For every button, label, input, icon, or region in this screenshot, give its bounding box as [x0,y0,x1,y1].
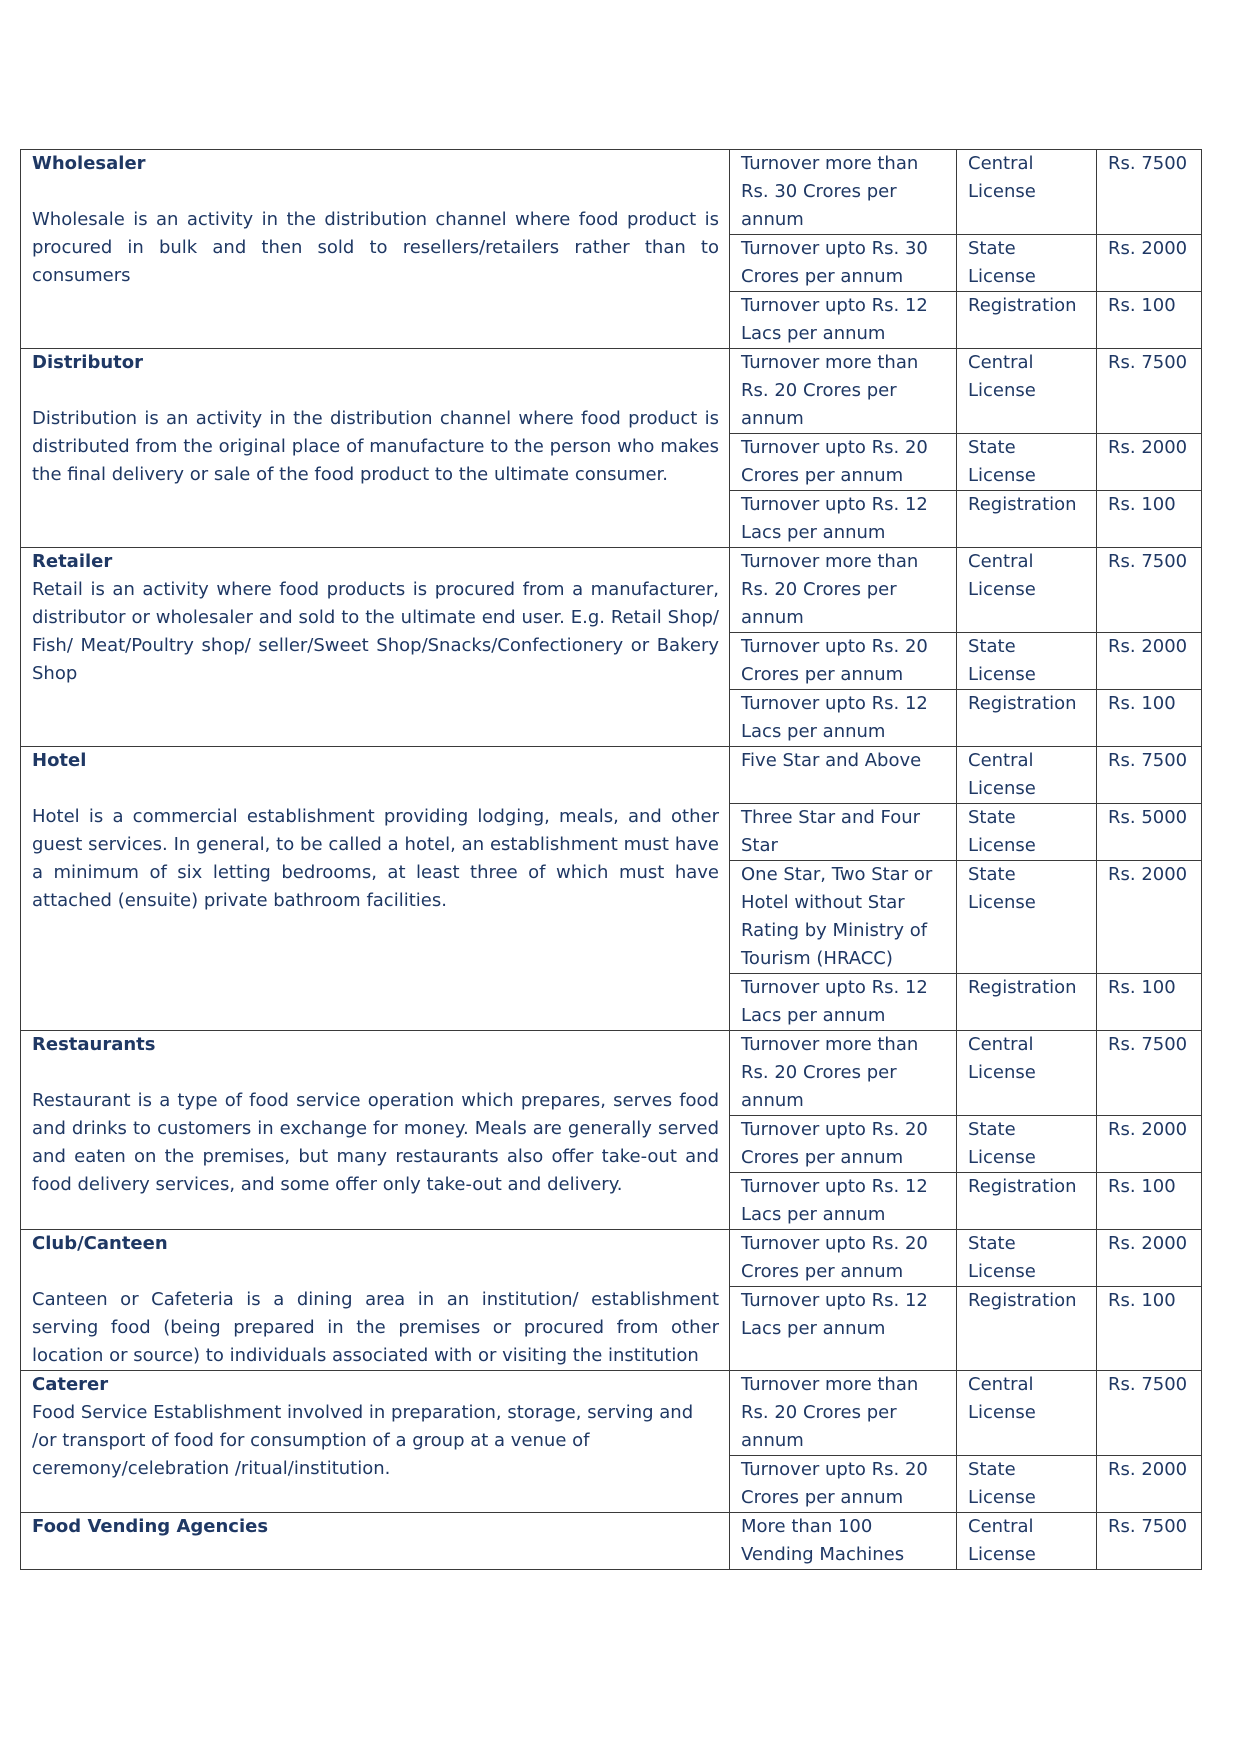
fee-cell: Rs. 7500 [1097,1031,1202,1116]
fee-cell: Rs. 100 [1097,1287,1202,1371]
category-description: Distribution is an activity in the distribution channel where food product is distributed from the original place of manufacture to the person who makes the final delivery or sale of the food product to the ultimate consumer. [32,408,719,485]
license-cell: State License [957,1230,1097,1287]
fee-cell: Rs. 2000 [1097,434,1202,491]
category-description: Food Service Establishment involved in preparation, storage, serving and /or transport of food for consumption of a group at a venue of ceremony/celebration /ritual/institution. [32,1402,694,1479]
category-title: Food Vending Agencies [32,1516,269,1537]
category-description: Restaurant is a type of food service operation which prepares, serves food and drinks to customers in exchange for money. Meals are generally served and eaten on the premises, but many restaurants also offer take-out and food delivery services, and some offer only take-out and delivery. [32,1090,719,1195]
category-cell [21,150,730,349]
license-cell: Central License [957,349,1097,434]
category-title: Club/Canteen [32,1233,168,1254]
fee-cell: Rs. 100 [1097,974,1202,1031]
license-cell: State License [957,633,1097,690]
criteria-cell: Turnover upto Rs. 12 Lacs per annum [730,491,957,548]
table-row [21,1371,1202,1456]
fee-cell: Rs. 7500 [1097,150,1202,235]
criteria-cell: Turnover upto Rs. 20 Crores per annum [730,434,957,491]
category-title: Caterer [32,1374,109,1395]
license-cell: Registration [957,1287,1097,1371]
category-title: Retailer [32,551,113,572]
category-cell [21,349,730,548]
criteria-cell: Turnover upto Rs. 30 Crores per annum [730,235,957,292]
table-row [21,1230,1202,1287]
license-cell: Central License [957,1513,1097,1570]
category-description: Retail is an activity where food products is procured from a manufacturer, distributor or wholesaler and sold to the ultimate end user. E.g. Retail Shop/ Fish/ Meat/Poultry shop/ seller/Sweet Shop/Snacks/Confectionery or Bakery Shop [32,579,719,684]
license-cell: Registration [957,1173,1097,1230]
table-row [21,1513,1202,1570]
category-title: Hotel [32,750,87,771]
license-cell: State License [957,235,1097,292]
fee-cell: Rs. 7500 [1097,747,1202,804]
fee-cell: Rs. 2000 [1097,633,1202,690]
criteria-cell: Turnover upto Rs. 20 Crores per annum [730,1456,957,1513]
fee-cell: Rs. 5000 [1097,804,1202,861]
fee-cell: Rs. 100 [1097,292,1202,349]
category-title: Wholesaler [32,153,146,174]
fee-cell: Rs. 2000 [1097,235,1202,292]
license-cell: Registration [957,690,1097,747]
license-cell: State License [957,861,1097,974]
category-title: Restaurants [32,1034,156,1055]
fee-cell: Rs. 2000 [1097,1456,1202,1513]
fee-cell: Rs. 100 [1097,690,1202,747]
license-cell: Central License [957,548,1097,633]
table-row [21,548,1202,633]
fee-cell: Rs. 2000 [1097,861,1202,974]
license-cell: Central License [957,747,1097,804]
category-cell [21,1371,730,1513]
license-cell: Registration [957,974,1097,1031]
criteria-cell: Turnover upto Rs. 20 Crores per annum [730,633,957,690]
table-row [21,747,1202,804]
criteria-cell: Turnover more than Rs. 20 Crores per annum [730,1031,957,1116]
table-row [21,1031,1202,1116]
license-cell: Registration [957,292,1097,349]
fee-cell: Rs. 100 [1097,491,1202,548]
criteria-cell: Turnover upto Rs. 12 Lacs per annum [730,292,957,349]
license-cell: Central License [957,1371,1097,1456]
license-cell: Central License [957,150,1097,235]
criteria-cell: One Star, Two Star or Hotel without Star Rating by Ministry of Tourism (HRACC) [730,861,957,974]
license-cell: Central License [957,1031,1097,1116]
category-cell [21,747,730,1031]
category-cell [21,1230,730,1371]
category-cell [21,548,730,747]
criteria-cell: Turnover upto Rs. 12 Lacs per annum [730,1173,957,1230]
fee-cell: Rs. 100 [1097,1173,1202,1230]
criteria-cell: Turnover upto Rs. 12 Lacs per annum [730,690,957,747]
license-cell: State License [957,1456,1097,1513]
criteria-cell: Turnover upto Rs. 12 Lacs per annum [730,1287,957,1371]
criteria-cell: Five Star and Above [730,747,957,804]
criteria-cell: Turnover upto Rs. 12 Lacs per annum [730,974,957,1031]
category-description: Canteen or Cafeteria is a dining area in an institution/ establishment serving food (being prepared in the premises or procured from other location or source) to individuals associated with or visiting the institution [32,1289,719,1366]
table-row [21,150,1202,235]
criteria-cell: Turnover more than Rs. 30 Crores per annum [730,150,957,235]
license-cell: State License [957,1116,1097,1173]
category-cell [21,1513,730,1570]
license-fee-table [20,149,1202,1570]
fee-cell: Rs. 2000 [1097,1230,1202,1287]
license-cell: State License [957,434,1097,491]
license-cell: State License [957,804,1097,861]
category-description: Hotel is a commercial establishment providing lodging, meals, and other guest services. In general, to be called a hotel, an establishment must have a minimum of six letting bedrooms, at least three of which must have attached (ensuite) private bathroom facilities. [32,806,719,911]
criteria-cell: Turnover more than Rs. 20 Crores per annum [730,1371,957,1456]
criteria-cell: Turnover more than Rs. 20 Crores per annum [730,349,957,434]
criteria-cell: Three Star and Four Star [730,804,957,861]
criteria-cell: Turnover upto Rs. 20 Crores per annum [730,1116,957,1173]
category-description: Wholesale is an activity in the distribution channel where food product is procured in bulk and then sold to resellers/retailers rather than to consumers [32,209,719,286]
category-cell [21,1031,730,1230]
criteria-cell: Turnover upto Rs. 20 Crores per annum [730,1230,957,1287]
criteria-cell: Turnover more than Rs. 20 Crores per annum [730,548,957,633]
fee-cell: Rs. 7500 [1097,1513,1202,1570]
license-cell: Registration [957,491,1097,548]
fee-cell: Rs. 7500 [1097,548,1202,633]
criteria-cell: More than 100 Vending Machines [730,1513,957,1570]
fee-cell: Rs. 7500 [1097,1371,1202,1456]
category-title: Distributor [32,352,144,373]
table-row [21,349,1202,434]
fee-cell: Rs. 2000 [1097,1116,1202,1173]
fee-cell: Rs. 7500 [1097,349,1202,434]
